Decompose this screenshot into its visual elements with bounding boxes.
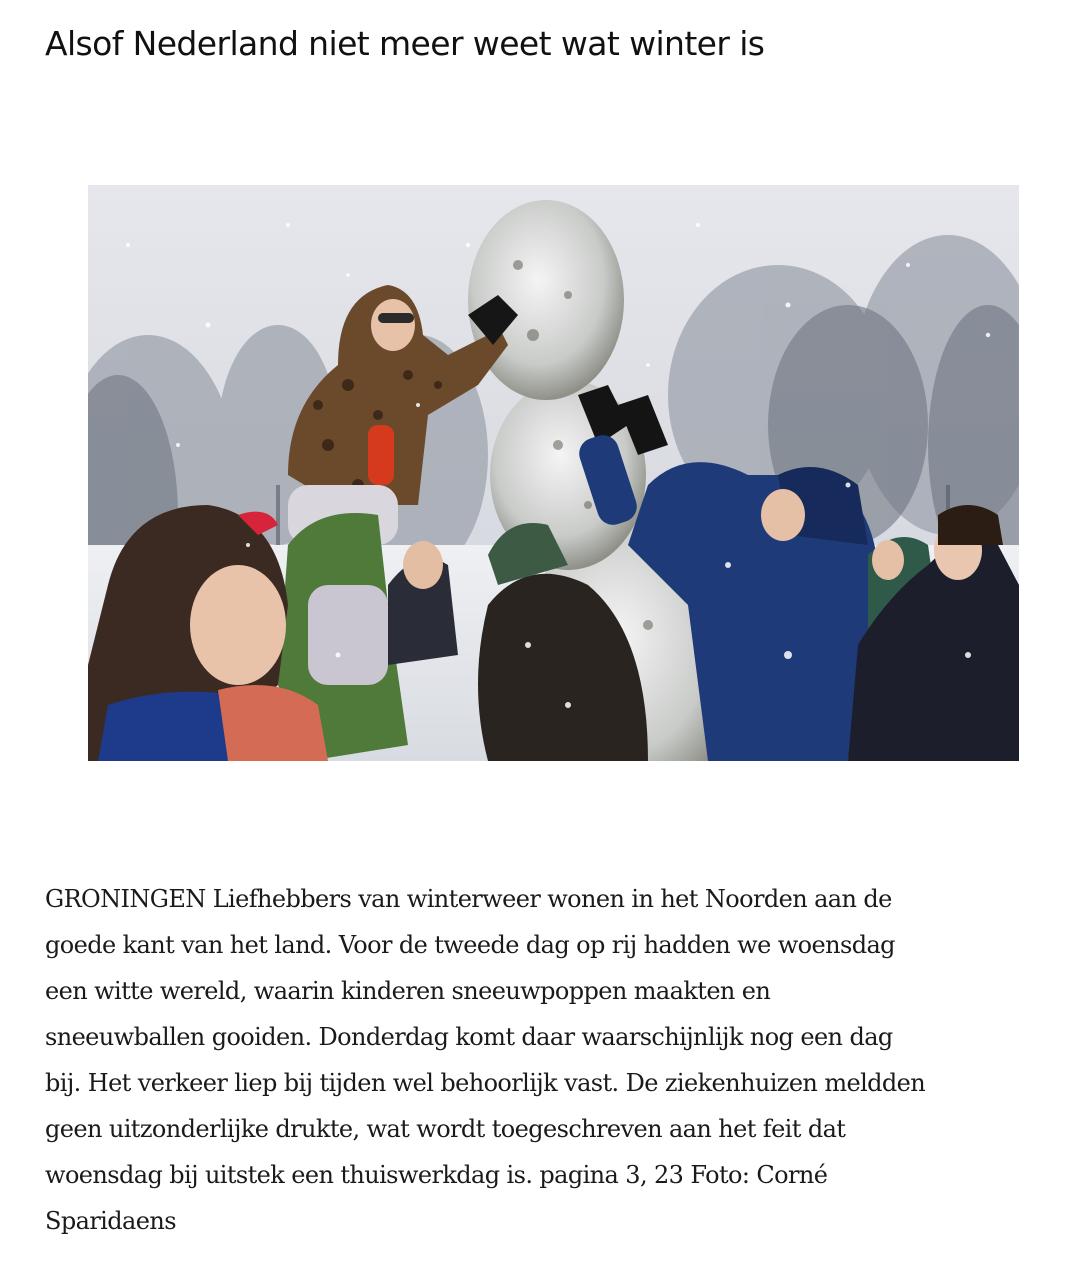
body-line: GRONINGEN Liefhebbers van winterweer wonen in het Noorden aan de <box>45 885 892 913</box>
article-body <box>45 876 1045 1244</box>
body-line: Sparidaens <box>45 1207 176 1235</box>
body-line: bij. Het verkeer liep bij tijden wel behoorlijk vast. De ziekenhuizen meldden <box>45 1069 926 1097</box>
children-building-snowman-icon <box>88 185 1019 761</box>
article-photo <box>88 185 1019 761</box>
body-line: woensdag bij uitstek een thuiswerkdag is. pagina 3, 23 Foto: Corné <box>45 1161 828 1189</box>
body-line: goede kant van het land. Voor de tweede dag op rij hadden we woensdag <box>45 931 895 959</box>
body-line: geen uitzonderlijke drukte, wat wordt toegeschreven aan het feit dat <box>45 1115 846 1143</box>
body-line: sneeuwballen gooiden. Donderdag komt daar waarschijnlijk nog een dag <box>45 1023 893 1051</box>
article-headline: Alsof Nederland niet meer weet wat winter is <box>45 24 765 63</box>
body-line: een witte wereld, waarin kinderen sneeuwpoppen maakten en <box>45 977 771 1005</box>
